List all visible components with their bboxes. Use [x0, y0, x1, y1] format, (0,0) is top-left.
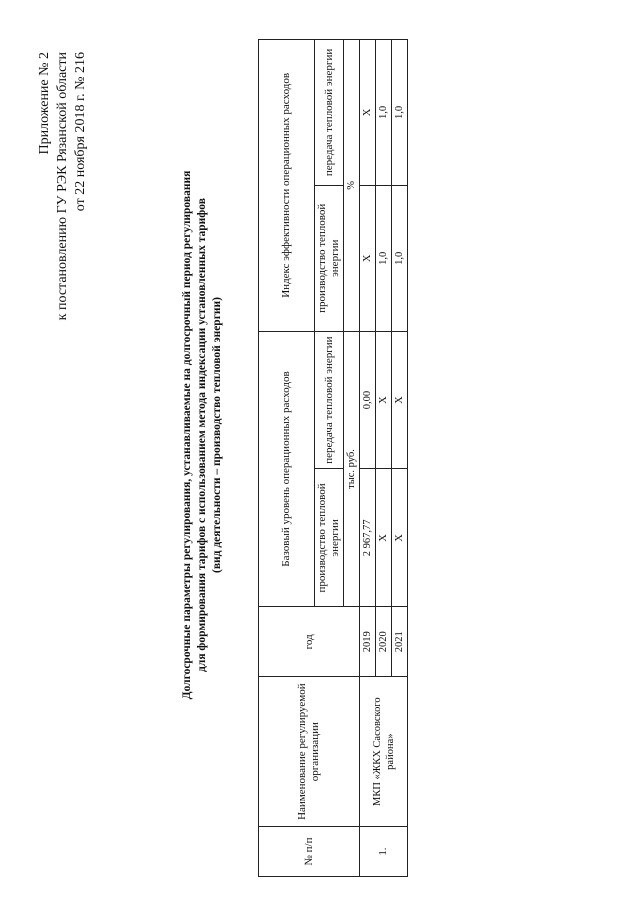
table-row: [360, 40, 376, 877]
header-num: № п/п: [259, 827, 360, 877]
cell-base-trans: 0,00: [360, 331, 376, 469]
title-line-3: (вид деятельности – производство тепловой энергии): [211, 296, 223, 574]
header-year: год: [259, 607, 360, 677]
appendix-header: [36, 52, 90, 320]
header-unit-eff: %: [344, 40, 360, 332]
cell-eff-trans: 1,0: [392, 40, 408, 186]
cell-eff-prod: 1,0: [392, 185, 408, 331]
header-row-1: [259, 40, 315, 877]
cell-year: 2020: [376, 607, 392, 677]
cell-base-trans: X: [392, 331, 408, 469]
header-eff-prod: производство тепловой энергии: [315, 185, 344, 331]
title-line-2: для формирования тарифов с использованием метода индексации установленных тарифов: [196, 198, 208, 672]
appendix-number: Приложение № 2: [37, 52, 52, 155]
document-title: [180, 115, 225, 755]
header-eff-trans: передача тепловой энергии: [315, 40, 344, 186]
header-unit-base: тыс. руб.: [344, 331, 360, 607]
appendix-date: от 22 ноября 2018 г. № 216: [73, 52, 88, 212]
title-line-1: Долгосрочные параметры регулирования, устанавливаемые на долгосрочный период регулирования: [181, 170, 193, 700]
header-eff-group: Индекс эффективности операционных расходов: [259, 40, 315, 332]
appendix-reference: к постановлению ГУ РЭК Рязанской области: [55, 52, 70, 321]
header-base-trans: передача тепловой энергии: [315, 331, 344, 469]
cell-base-prod: X: [392, 469, 408, 607]
organization-name: МКП «ЖКХ Сасовского района»: [360, 677, 408, 827]
cell-year: 2019: [360, 607, 376, 677]
header-org: Наименование регулируемой организации: [259, 677, 360, 827]
row-number: 1.: [360, 827, 408, 877]
parameters-table: [258, 39, 408, 877]
cell-base-trans: X: [376, 331, 392, 469]
cell-eff-trans: 1,0: [376, 40, 392, 186]
cell-base-prod: 2 967,77: [360, 469, 376, 607]
cell-eff-prod: X: [360, 185, 376, 331]
cell-base-prod: X: [376, 469, 392, 607]
cell-eff-prod: 1,0: [376, 185, 392, 331]
cell-eff-trans: X: [360, 40, 376, 186]
header-base-prod: производство тепловой энергии: [315, 469, 344, 607]
header-base-group: Базовый уровень операционных расходов: [259, 331, 315, 607]
cell-year: 2021: [392, 607, 408, 677]
